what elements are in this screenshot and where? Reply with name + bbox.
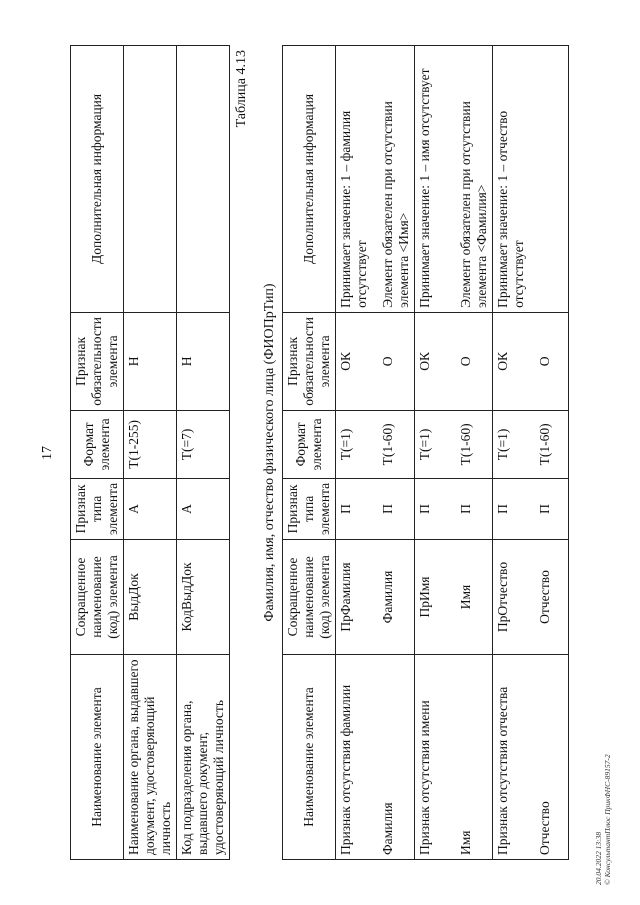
page-number: 17 [40, 446, 55, 460]
element-code: КодВыдДок [177, 540, 230, 655]
table-row [493, 46, 535, 860]
element-type: А [124, 478, 177, 539]
header-cell: Наименование элемента [283, 655, 336, 860]
element-required: ОК [336, 312, 378, 410]
element-required: Н [124, 312, 177, 410]
element-type: П [414, 478, 456, 539]
table-label: Таблица 4.13 [234, 50, 249, 128]
fio-table [282, 45, 569, 860]
element-info [535, 46, 569, 313]
element-required: ОК [414, 312, 456, 410]
element-format: T(=1) [336, 410, 378, 478]
element-type: П [493, 478, 535, 539]
table2-header-row [283, 46, 336, 860]
element-required: О [535, 312, 569, 410]
fio-table-body [336, 46, 569, 860]
table-continuation [70, 45, 230, 860]
table-row [124, 46, 177, 860]
element-format: T(=1) [493, 410, 535, 478]
header-cell: Дополнительная информация [283, 46, 336, 313]
element-code: ВыдДок [124, 540, 177, 655]
element-type: А [177, 478, 230, 539]
footer-date: 20.04.2022 13:38 [594, 831, 603, 885]
header-cell: Сокращенное наименование (код) элемента [283, 540, 336, 655]
element-type: П [336, 478, 378, 539]
footer-source: © КонсультантПлюс ПрикФНС-89157-2 [603, 754, 612, 885]
table-row [336, 46, 378, 860]
element-name: Фамилия [378, 655, 415, 860]
table-row [378, 46, 415, 860]
element-required: Н [177, 312, 230, 410]
header-cell: Признак обязательности элемента [71, 312, 124, 410]
table1-header-row [71, 46, 124, 860]
element-code: ПрОтчество [493, 540, 535, 655]
table-row [414, 46, 456, 860]
header-cell: Наименование элемента [71, 655, 124, 860]
header-cell: Формат элемента [283, 410, 336, 478]
element-required: О [456, 312, 493, 410]
element-code: Фамилия [378, 540, 415, 655]
element-name: Признак отсутствия имени [414, 655, 456, 860]
header-cell: Признак типа элемента [283, 478, 336, 539]
element-type: П [378, 478, 415, 539]
element-name: Имя [456, 655, 493, 860]
element-code: ПрИмя [414, 540, 456, 655]
header-cell: Формат элемента [71, 410, 124, 478]
element-info: Принимает значение: 1 – отчество отсутствует [493, 46, 535, 313]
header-cell: Признак обязательности элемента [283, 312, 336, 410]
footer [594, 754, 612, 885]
table-row [535, 46, 569, 860]
element-code: Отчество [535, 540, 569, 655]
element-name: Признак отсутствия отчества [493, 655, 535, 860]
element-type: П [535, 478, 569, 539]
element-info: Принимает значение: 1 – фамилия отсутствует [336, 46, 378, 313]
element-info: Элемент обязателен при отсутствии элемента <Фамилия> [456, 46, 493, 313]
element-info: Элемент обязателен при отсутствии элемента <Имя> [378, 46, 415, 313]
element-name: Признак отсутствия фамилии [336, 655, 378, 860]
element-format: T(1-60) [456, 410, 493, 478]
table-row [456, 46, 493, 860]
element-format: T(1-60) [535, 410, 569, 478]
element-format: T(=1) [414, 410, 456, 478]
element-format: T(1-255) [124, 410, 177, 478]
element-required: О [378, 312, 415, 410]
element-name: Код подразделения органа, выдавшего документ, удостоверяющий личность [177, 655, 230, 860]
element-info [177, 46, 230, 313]
element-type: П [456, 478, 493, 539]
element-info: Принимает значение: 1 – имя отсутствует [414, 46, 456, 313]
element-info [124, 46, 177, 313]
element-name: Отчество [535, 655, 569, 860]
element-code: Имя [456, 540, 493, 655]
table-row [177, 46, 230, 860]
element-required: ОК [493, 312, 535, 410]
header-cell: Дополнительная информация [71, 46, 124, 313]
table-title: Фамилия, имя, отчество физического лица (ФИОПрТип) [262, 283, 277, 622]
element-format: T(1-60) [378, 410, 415, 478]
element-name: Наименование органа, выдавшего документ, удостоверяющий личность [124, 655, 177, 860]
element-code: ПрФамилия [336, 540, 378, 655]
header-cell: Сокращенное наименование (код) элемента [71, 540, 124, 655]
element-format: T(=7) [177, 410, 230, 478]
header-cell: Признак типа элемента [71, 478, 124, 539]
